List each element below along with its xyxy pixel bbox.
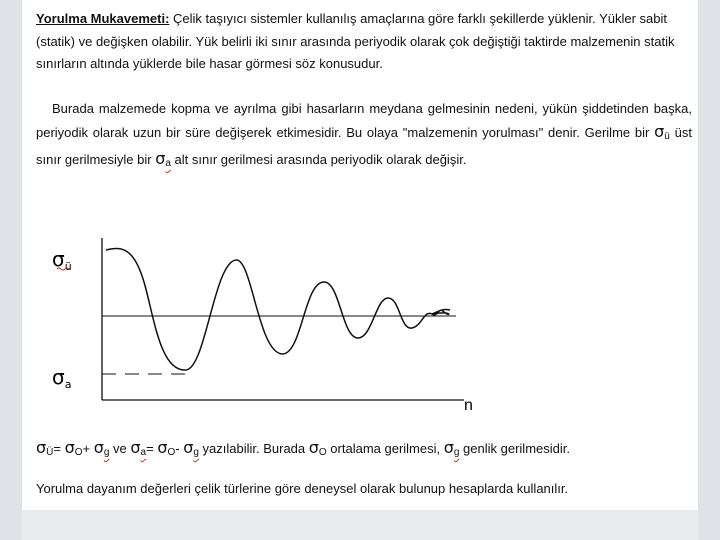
subscript-u: ü <box>664 130 670 142</box>
sigma-symbol: σ <box>654 121 665 141</box>
left-frame <box>0 0 22 540</box>
y-label-top-sub: ü <box>64 260 72 273</box>
subscript-O: O <box>167 447 176 458</box>
paragraph-2-text-b: üst sınır gerilmesiyle bir <box>36 124 692 167</box>
y-label-bottom-sub: a <box>64 378 72 391</box>
sigma-symbol: σ <box>64 438 75 457</box>
subscript-a: a <box>140 447 147 458</box>
formula-tail-2: ortalama gerilmesi, <box>326 441 444 456</box>
section-title: Yorulma Mukavemeti: <box>36 11 170 26</box>
sigma-symbol: σ <box>443 438 454 457</box>
stress-curve <box>106 249 450 371</box>
subscript-g: g <box>453 447 460 458</box>
document-page <box>22 0 698 510</box>
subscript-O: O <box>74 447 83 458</box>
formula-minus: - <box>175 441 180 456</box>
formula-ve: ve <box>109 441 131 456</box>
paragraph-2-text-a: Burada malzemede kopma ve ayrılma gibi hasarların meydana gelmesinin nedeni, yükün şiddetinden başka, periyodik olarak uzun bir süre değişerek etkimesidir. Bu olaya "malzemenin yorulması" denir. Gerilme bir <box>36 101 692 140</box>
paragraph-1-text: Çelik taşıyıcı sistemler kullanılış amaçlarına göre farklı şekillerde yüklenir. Yükler sabit (statik) ve değişken olabilir. Yük belirli iki sınır arasında periyodik olarak çok değiştiği taktirde malzemenin statik sınırların altında yüklerde bile hasar görmesi söz konusudur. <box>36 11 675 71</box>
y-label-bottom <box>52 365 71 391</box>
subscript-U: Ü <box>46 447 54 458</box>
subscript-a: a <box>165 158 171 169</box>
right-frame <box>698 0 720 540</box>
fatigue-chart <box>46 234 476 414</box>
paragraph-1 <box>36 8 692 76</box>
paragraph-2 <box>36 98 692 176</box>
x-axis-label: n <box>464 397 473 414</box>
formula-plus: + <box>82 441 91 456</box>
sigma-symbol: σ <box>36 438 47 457</box>
subscript-g: g <box>193 447 199 458</box>
sigma-symbol: σ <box>308 438 319 457</box>
y-label-bottom-sigma: σ <box>52 365 65 389</box>
subscript-g: g <box>103 447 110 458</box>
subscript-O: O <box>318 447 327 458</box>
formula-line <box>36 437 692 464</box>
formula-eq: = <box>53 441 61 456</box>
y-label-top-sigma: σ <box>52 247 65 271</box>
closing-paragraph: Yorulma dayanım değerleri çelik türlerine göre deneysel olarak bulunup hesaplarda kullanılır. <box>36 481 569 496</box>
sigma-symbol: σ <box>93 438 104 457</box>
formula-eq: = <box>146 441 154 456</box>
formula-tail-3: genlik gerilmesidir. <box>459 441 570 456</box>
formula-tail-1: yazılabilir. Burada <box>198 441 309 456</box>
sigma-symbol: σ <box>155 149 166 168</box>
sigma-symbol: σ <box>130 438 141 457</box>
paragraph-2-text-c: alt sınır gerilmesi arasında periyodik olarak değişir. <box>170 152 467 167</box>
sigma-symbol: σ <box>157 438 168 457</box>
sigma-symbol: σ <box>183 438 194 457</box>
